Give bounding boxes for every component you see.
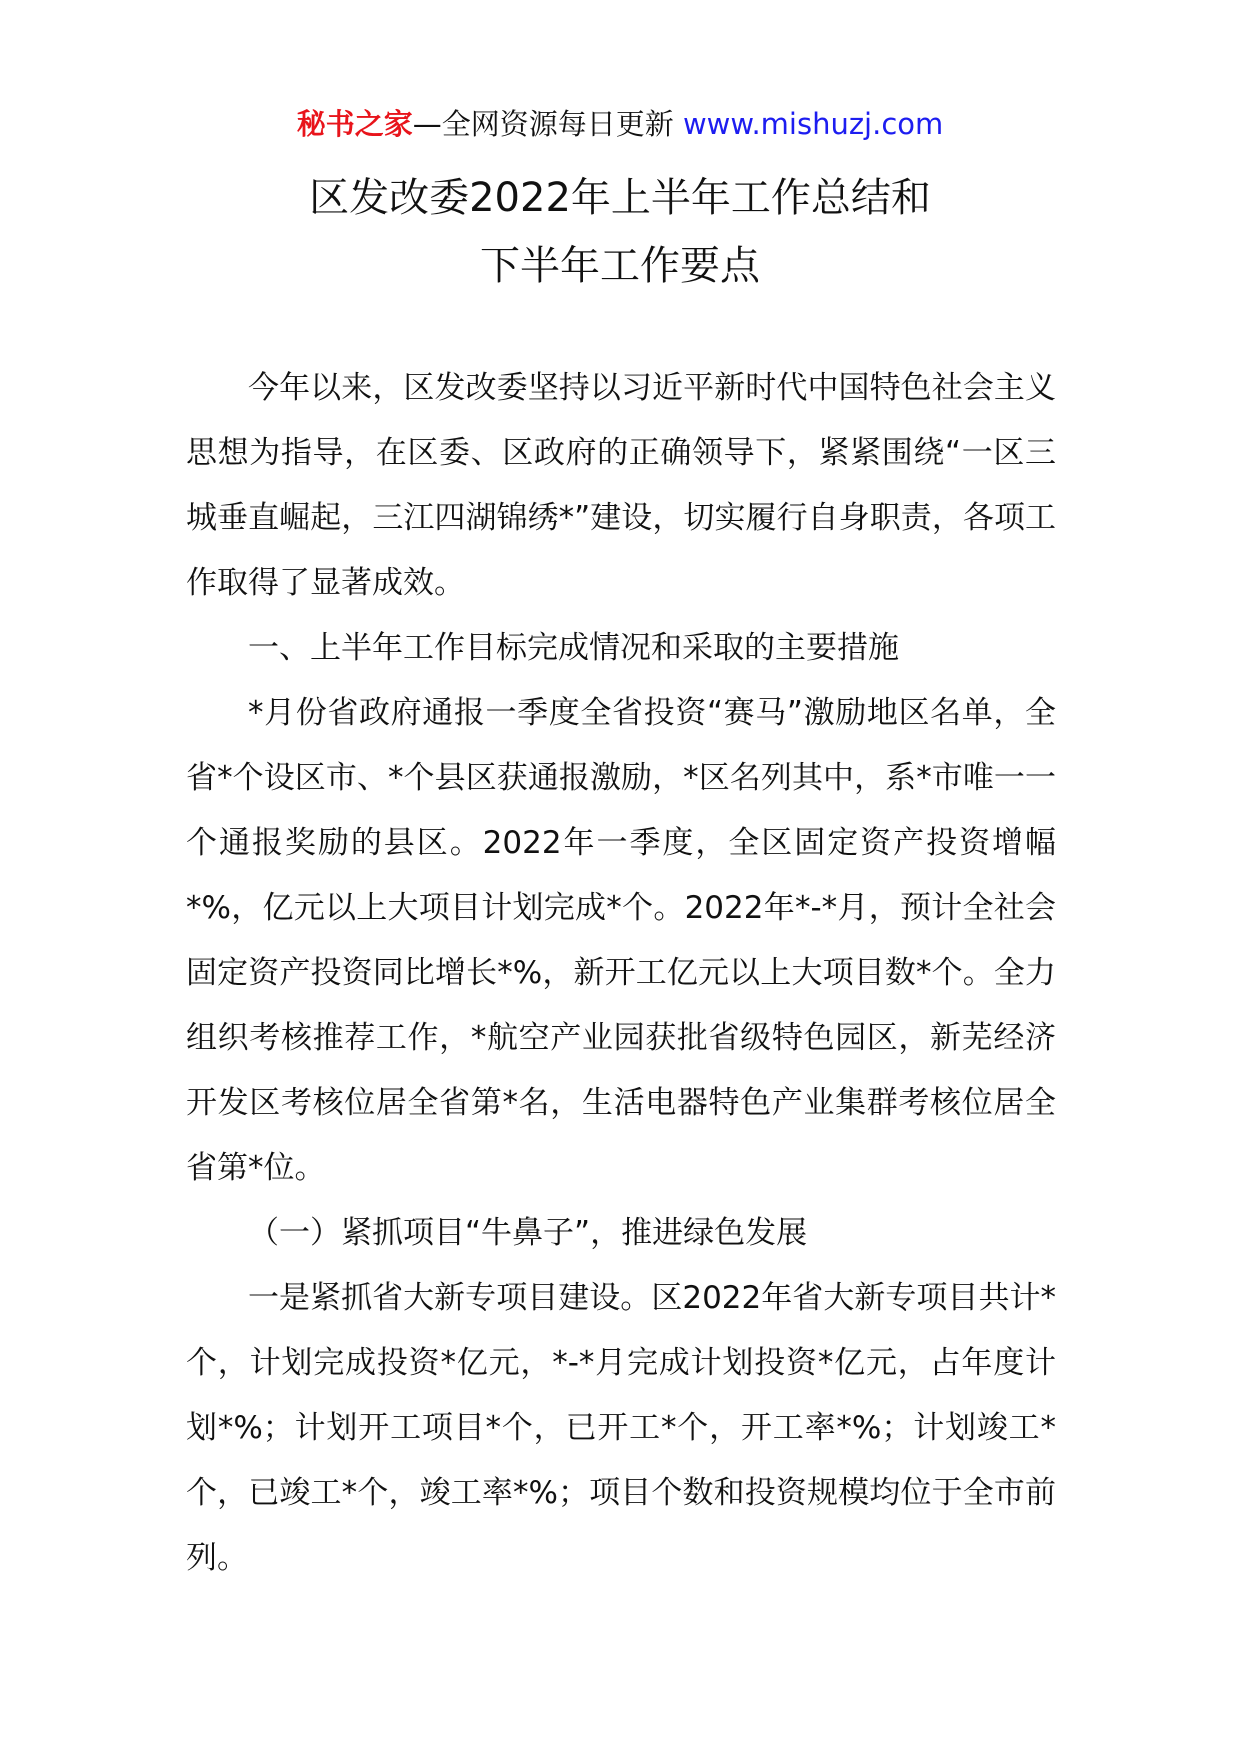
site-header (0, 104, 1240, 144)
document-title (0, 164, 1240, 300)
title-line-1: 区发改委2022年上半年工作总结和 (309, 175, 931, 221)
header-slogan: —全网资源每日更新 (412, 107, 683, 141)
intro-paragraph: 今年以来，区发改委坚持以习近平新时代中国特色社会主义思想为指导，在区委、区政府的正确领导下，紧紧围绕“一区三城垂直崛起，三江四湖锦绣*”建设，切实履行自身职责，各项工作取得了显著成效。 (186, 370, 1056, 601)
brand-name: 秘书之家 (296, 107, 413, 141)
body-paragraph: 一是紧抓省大新专项目建设。区2022年省大新专项目共计*个，计划完成投资*亿元，*-*月完成计划投资*亿元，占年度计划*%；计划开工项目*个，已开工*个，开工率*%；计划竣工*个，已竣工*个，竣工率*%；项目个数和投资规模均位于全市前列。 (186, 1280, 1056, 1576)
title-line-2: 下半年工作要点 (480, 243, 760, 289)
site-url-link[interactable]: www.mishuzj.com (682, 107, 944, 141)
subsection-heading-1: （一）紧抓项目“牛鼻子”，推进绿色发展 (248, 1215, 808, 1251)
body-paragraph: *月份省政府通报一季度全省投资“赛马”激励地区名单，全省*个设区市、*个县区获通报激励，*区名列其中，系*市唯一一个通报奖励的县区。2022年一季度，全区固定资产投资增幅*%，亿元以上大项目计划完成*个。2022年*-*月，预计全社会固定资产投资同比增长*%，新开工亿元以上大项目数*个。全力组织考核推荐工作，*航空产业园获批省级特色园区，新芜经济开发区考核位居全省第*名，生活电器特色产业集群考核位居全省第*位。 (186, 695, 1056, 1186)
document-body (186, 356, 1056, 1591)
section-heading-1: 一、上半年工作目标完成情况和采取的主要措施 (248, 630, 899, 666)
